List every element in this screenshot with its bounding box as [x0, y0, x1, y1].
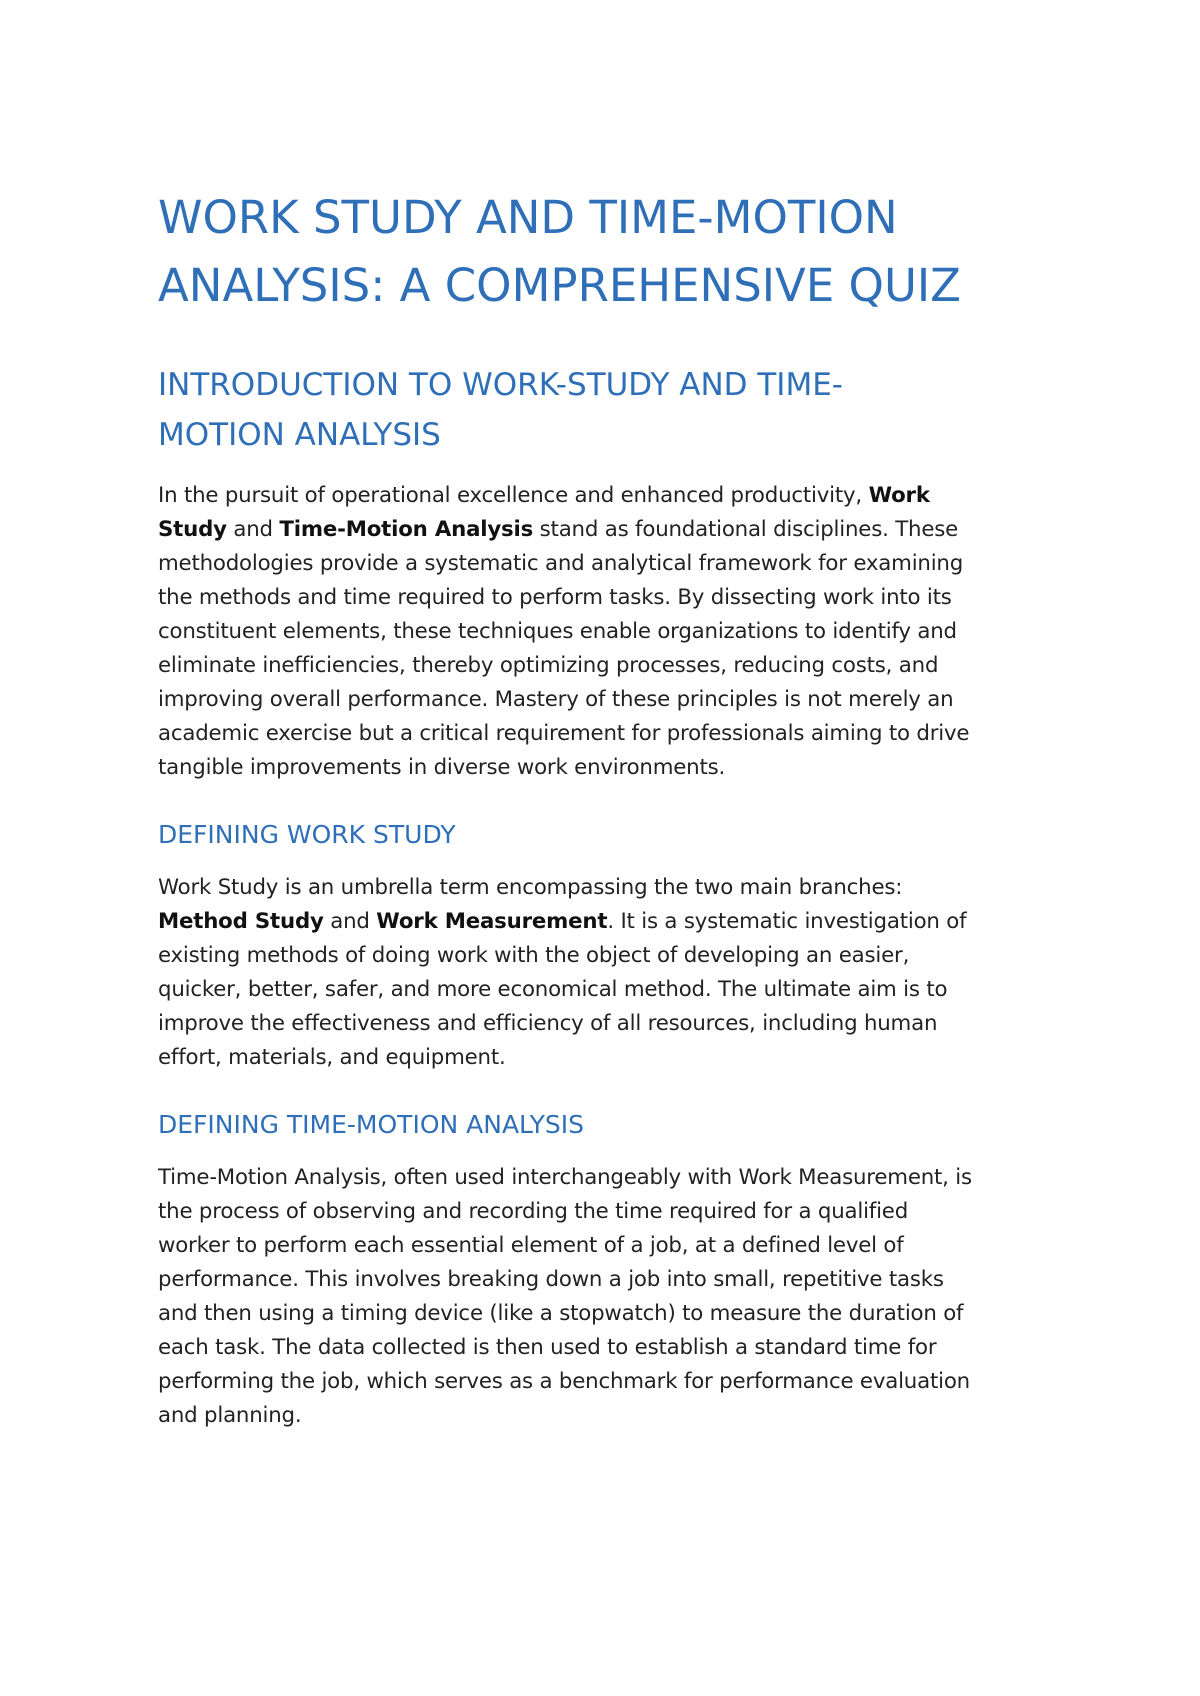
- intro-paragraph: [158, 479, 1058, 785]
- intro-bold-text: Study: [158, 517, 227, 542]
- time-motion-text-line: and planning.: [158, 1403, 302, 1428]
- intro-heading: [158, 360, 1058, 460]
- intro-heading-line-1: INTRODUCTION TO WORK-STUDY AND TIME-: [158, 367, 843, 403]
- time-motion-text-line: each task. The data collected is then used to establish a standard time for: [158, 1335, 937, 1360]
- title-line-2: ANALYSIS: A COMPREHENSIVE QUIZ: [158, 259, 962, 312]
- work-study-text-line: improve the effectiveness and efficiency of all resources, including human: [158, 1011, 938, 1036]
- work-study-bold-text: Method Study: [158, 909, 324, 934]
- intro-text-line: constituent elements, these techniques enable organizations to identify and: [158, 619, 957, 644]
- time-motion-text-line: worker to perform each essential element of a job, at a defined level of: [158, 1233, 904, 1258]
- work-study-text-line: Work Study is an umbrella term encompassing the two main branches:: [158, 875, 903, 900]
- work-study-text-line: existing methods of doing work with the object of developing an easier,: [158, 943, 910, 968]
- work-study-paragraph: [158, 871, 1058, 1075]
- intro-bold-text: Time-Motion Analysis: [279, 517, 534, 542]
- intro-text-line: tangible improvements in diverse work environments.: [158, 755, 726, 780]
- intro-text-line: improving overall performance. Mastery of these principles is not merely an: [158, 687, 954, 712]
- work-study-heading: DEFINING WORK STUDY: [158, 820, 456, 849]
- time-motion-paragraph: [158, 1161, 1058, 1433]
- title-line-1: WORK STUDY AND TIME-MOTION: [158, 191, 898, 244]
- work-study-text-line: quicker, better, safer, and more economical method. The ultimate aim is to: [158, 977, 948, 1002]
- work-study-text: . It is a systematic investigation of: [607, 909, 967, 934]
- document-title: [158, 184, 1058, 320]
- time-motion-text-line: Time-Motion Analysis, often used interchangeably with Work Measurement, is: [158, 1165, 972, 1190]
- intro-text-line: the methods and time required to perform tasks. By dissecting work into its: [158, 585, 952, 610]
- time-motion-text-line: performance. This involves breaking down a job into small, repetitive tasks: [158, 1267, 944, 1292]
- time-motion-text-line: and then using a timing device (like a stopwatch) to measure the duration of: [158, 1301, 964, 1326]
- intro-text-line: methodologies provide a systematic and analytical framework for examining: [158, 551, 964, 576]
- work-study-bold-text: Work Measurement: [376, 909, 608, 934]
- time-motion-text-line: the process of observing and recording the time required for a qualified: [158, 1199, 909, 1224]
- intro-text: stand as foundational disciplines. These: [533, 517, 959, 542]
- work-study-text-line: effort, materials, and equipment.: [158, 1045, 506, 1070]
- document-page: [158, 184, 1058, 1433]
- time-motion-heading: DEFINING TIME-MOTION ANALYSIS: [158, 1110, 585, 1139]
- work-study-text: and: [323, 909, 377, 934]
- intro-text-line: academic exercise but a critical requirement for professionals aiming to drive: [158, 721, 970, 746]
- intro-text: In the pursuit of operational excellence and enhanced productivity,: [158, 483, 869, 508]
- intro-text-line: eliminate inefficiencies, thereby optimizing processes, reducing costs, and: [158, 653, 939, 678]
- intro-bold-text: Work: [868, 483, 930, 508]
- intro-heading-line-2: MOTION ANALYSIS: [158, 417, 441, 453]
- intro-text: and: [226, 517, 280, 542]
- time-motion-text-line: performing the job, which serves as a benchmark for performance evaluation: [158, 1369, 970, 1394]
